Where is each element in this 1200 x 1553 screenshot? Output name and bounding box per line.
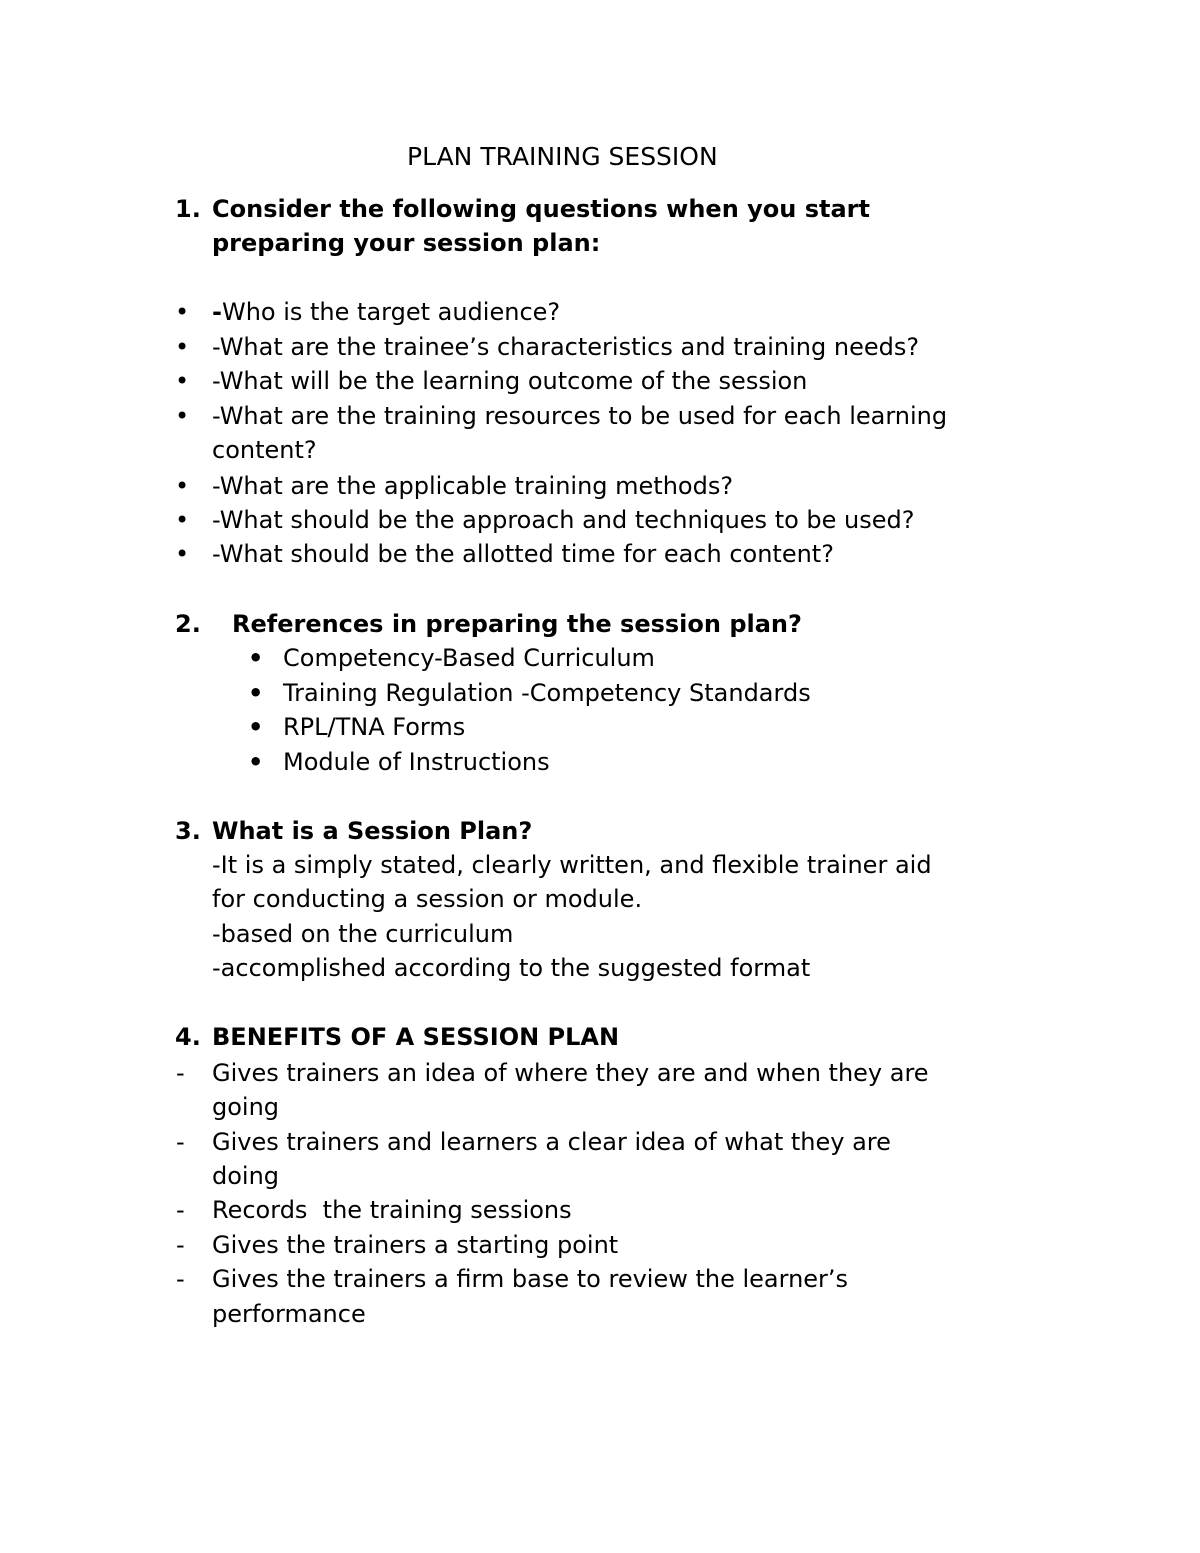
bullet-icon: • (248, 644, 264, 672)
list-item: Gives trainers and learners a clear idea of what they are (212, 1128, 891, 1156)
section-1-number: 1. (175, 195, 201, 223)
bullet-icon: • (248, 748, 264, 776)
list-item: Module of Instructions (283, 748, 550, 776)
list-item: -What are the training resources to be used for each learning (212, 402, 948, 430)
list-item: -What should be the approach and techniques to be used? (212, 506, 915, 534)
list-item-cont: performance (212, 1300, 366, 1328)
bullet-icon: • (175, 506, 190, 534)
section-3-heading: What is a Session Plan? (212, 817, 533, 845)
list-item-text: Who is the target audience? (221, 298, 561, 326)
section-4-heading: BENEFITS OF A SESSION PLAN (212, 1023, 620, 1051)
list-item-cont: doing (212, 1162, 280, 1190)
dash-icon: - (176, 1265, 185, 1293)
bullet-icon: • (175, 367, 190, 395)
list-item: Competency-Based Curriculum (283, 644, 655, 672)
list-item: Training Regulation -Competency Standards (283, 679, 811, 707)
bullet-icon: • (175, 540, 190, 568)
section-2-number: 2. (175, 610, 201, 638)
list-item-cont: going (212, 1093, 280, 1121)
bullet-icon: • (248, 713, 264, 741)
bullet-icon: • (175, 333, 190, 361)
list-item: Records the training sessions (212, 1196, 572, 1224)
list-item: Gives the trainers a starting point (212, 1231, 619, 1259)
bullet-icon: • (175, 298, 190, 326)
section-3-number: 3. (175, 817, 201, 845)
list-item: Gives trainers an idea of where they are and when they are (212, 1059, 929, 1087)
list-item: -What are the applicable training methods? (212, 472, 734, 500)
dash: - (212, 298, 222, 326)
bullet-icon: • (175, 472, 190, 500)
page-title: PLAN TRAINING SESSION (407, 142, 718, 171)
bullet-icon: • (248, 679, 264, 707)
dash-icon: - (176, 1231, 185, 1259)
list-item-cont: content? (212, 436, 317, 464)
list-item: Gives the trainers a firm base to review the learner’s (212, 1265, 849, 1293)
section-4-number: 4. (175, 1023, 201, 1051)
bullet-icon: • (175, 402, 190, 430)
list-item: -What should be the allotted time for each content? (212, 540, 834, 568)
list-item (212, 297, 560, 327)
list-item: -What will be the learning outcome of the session (212, 367, 808, 395)
list-item: -What are the trainee’s characteristics and training needs? (212, 333, 920, 361)
dash-icon: - (176, 1128, 185, 1156)
list-item: RPL/TNA Forms (283, 713, 466, 741)
paragraph-line: -based on the curriculum (212, 920, 514, 948)
paragraph-line: for conducting a session or module. (212, 885, 643, 913)
paragraph-line: -It is a simply stated, clearly written, and flexible trainer aid (212, 851, 932, 879)
dash-icon: - (176, 1059, 185, 1087)
section-2-heading: References in preparing the session plan? (232, 610, 802, 638)
section-1-heading-cont: preparing your session plan: (212, 229, 601, 257)
section-1-heading: Consider the following questions when you start (212, 195, 870, 223)
paragraph-line: -accomplished according to the suggested format (212, 954, 811, 982)
dash-icon: - (176, 1196, 185, 1224)
